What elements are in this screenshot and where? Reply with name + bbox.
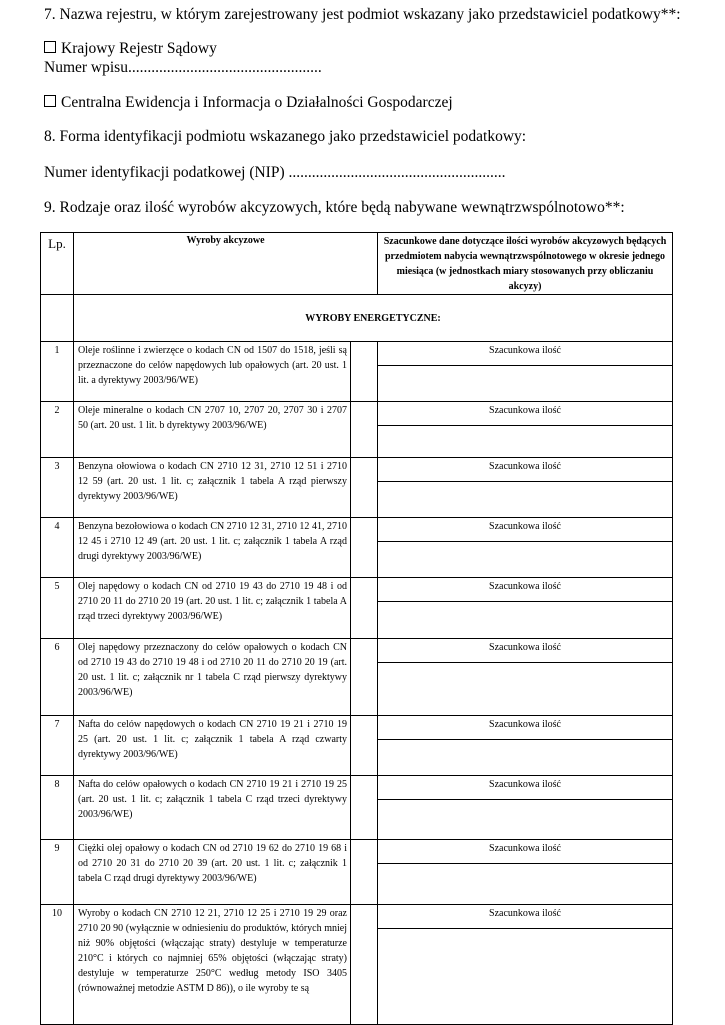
row-gap — [351, 518, 378, 578]
nip-dots: ........................................................ — [288, 164, 506, 181]
estimate-label: Szacunkowa ilość — [378, 776, 672, 800]
row-lp: 7 — [41, 716, 74, 776]
row-lp: 10 — [41, 905, 74, 1025]
table-row — [41, 342, 673, 402]
row-description: Wyroby o kodach CN 2710 12 21, 2710 12 25 i 2710 19 29 oraz 2710 20 90 (wyłącznie w odniesieniu do produktów, których mniej niż 90% objętości (włączając straty) destyluje w temperaturze 210°C i których co najmniej 65% objętości (włączając straty) destyluje w temperaturze 250°C według metody ISO 3405 (równoważnej metodzie ASTM D 86)), o ile wyroby te są — [74, 905, 351, 1025]
row-gap — [351, 840, 378, 905]
estimate-label: Szacunkowa ilość — [378, 518, 672, 542]
estimate-label: Szacunkowa ilość — [378, 402, 672, 426]
row-estimate[interactable] — [378, 905, 673, 1025]
row-lp: 8 — [41, 776, 74, 840]
section-lp-empty — [41, 295, 74, 342]
row-estimate[interactable] — [378, 840, 673, 905]
entry-number-field[interactable] — [44, 59, 322, 77]
table-row — [41, 905, 673, 1025]
col-lp-header: Lp. — [41, 233, 74, 295]
estimate-label: Szacunkowa ilość — [378, 342, 672, 366]
q8-heading: 8. Forma identyfikacji podmiotu wskazanego jako przedstawiciel podatkowy: — [44, 128, 527, 145]
entry-number-label: Numer wpisu — [44, 59, 128, 76]
col-products-header: Wyroby akcyzowe — [74, 233, 378, 295]
table-row — [41, 840, 673, 905]
row-estimate[interactable] — [378, 776, 673, 840]
row-lp: 3 — [41, 458, 74, 518]
row-gap — [351, 342, 378, 402]
table-row — [41, 518, 673, 578]
nip-label: Numer identyfikacji podatkowej (NIP) — [44, 164, 285, 181]
option-krs[interactable] — [44, 40, 217, 58]
checkbox-ceidg[interactable] — [44, 95, 56, 107]
row-description: Benzyna ołowiowa o kodach CN 2710 12 31, 2710 12 51 i 2710 12 59 (art. 20 ust. 1 lit. c; załącznik 1 tabela A rząd pierwszy dyrektywy 2003/96/WE) — [74, 458, 351, 518]
row-estimate[interactable] — [378, 578, 673, 639]
section-row — [41, 295, 673, 342]
option-ceidg[interactable] — [44, 94, 453, 112]
table-row — [41, 639, 673, 716]
row-description: Benzyna bezołowiowa o kodach CN 2710 12 31, 2710 12 41, 2710 12 45 i 2710 12 49 (art. 20 ust. 1 lit. c; załącznik 1 tabela A rząd drugi dyrektywy 2003/96/WE) — [74, 518, 351, 578]
row-gap — [351, 458, 378, 518]
table-row — [41, 578, 673, 639]
row-estimate[interactable] — [378, 716, 673, 776]
row-description: Ciężki olej opałowy o kodach CN od 2710 19 62 do 2710 19 68 i od 2710 20 31 do 2710 20 39 (art. 20 ust. 1 lit. c; załącznik 1 tabela C rząd drugi dyrektywy 2003/96/WE) — [74, 840, 351, 905]
table-row — [41, 458, 673, 518]
section-title: WYROBY ENERGETYCZNE: — [74, 295, 673, 342]
row-gap — [351, 905, 378, 1025]
estimate-label: Szacunkowa ilość — [378, 639, 672, 663]
row-lp: 1 — [41, 342, 74, 402]
row-lp: 6 — [41, 639, 74, 716]
entry-number-dots: .................................................. — [127, 59, 322, 76]
q9-heading: 9. Rodzaje oraz ilość wyrobów akcyzowych, które będą nabywane wewnątrzwspólnotowo**: — [44, 199, 625, 216]
row-gap — [351, 776, 378, 840]
row-description: Olej napędowy przeznaczony do celów opałowych o kodach CN od 2710 19 43 do 2710 19 48 i od 2710 20 11 do 2710 20 19 (art. 20 ust. 1 lit. c; załącznik nr 1 tabela C rząd pierwszy dyrektywy 2003/96/WE) — [74, 639, 351, 716]
row-gap — [351, 578, 378, 639]
nip-field[interactable] — [44, 164, 506, 182]
row-description: Olej napędowy o kodach CN od 2710 19 43 do 2710 19 48 i od 2710 20 11 do 2710 20 19 (art. 20 ust. 1 lit. c; załącznik 1 tabela A rząd trzeci dyrektywy 2003/96/WE) — [74, 578, 351, 639]
row-estimate[interactable] — [378, 639, 673, 716]
row-description: Oleje roślinne i zwierzęce o kodach CN od 1507 do 1518, jeśli są przeznaczone do celów napędowych lub opałowych (art. 20 ust. 1 lit. a dyrektywy 2003/96/WE) — [74, 342, 351, 402]
estimate-label: Szacunkowa ilość — [378, 905, 672, 929]
row-estimate[interactable] — [378, 342, 673, 402]
row-description: Nafta do celów opałowych o kodach CN 2710 19 21 i 2710 19 25 (art. 20 ust. 1 lit. c; załącznik 1 tabela C rząd trzeci dyrektywy 2003/96/WE) — [74, 776, 351, 840]
row-gap — [351, 716, 378, 776]
table-row — [41, 716, 673, 776]
estimate-label: Szacunkowa ilość — [378, 458, 672, 482]
q7-heading: 7. Nazwa rejestru, w którym zarejestrowany jest podmiot wskazany jako przedstawiciel podatkowy**: — [44, 6, 681, 23]
row-description: Oleje mineralne o kodach CN 2707 10, 2707 20, 2707 30 i 2707 50 (art. 20 ust. 1 lit. b dyrektywy 2003/96/WE) — [74, 402, 351, 458]
row-estimate[interactable] — [378, 458, 673, 518]
row-lp: 2 — [41, 402, 74, 458]
row-estimate[interactable] — [378, 402, 673, 458]
excise-products-table — [40, 232, 673, 1025]
estimate-label: Szacunkowa ilość — [378, 716, 672, 740]
row-lp: 9 — [41, 840, 74, 905]
row-gap — [351, 639, 378, 716]
estimate-label: Szacunkowa ilość — [378, 578, 672, 602]
option-krs-label: Krajowy Rejestr Sądowy — [61, 40, 217, 57]
row-lp: 5 — [41, 578, 74, 639]
estimate-label: Szacunkowa ilość — [378, 840, 672, 864]
row-estimate[interactable] — [378, 518, 673, 578]
table-row — [41, 402, 673, 458]
option-ceidg-label: Centralna Ewidencja i Informacja o Działalności Gospodarczej — [61, 94, 453, 111]
row-lp: 4 — [41, 518, 74, 578]
row-description: Nafta do celów napędowych o kodach CN 2710 19 21 i 2710 19 25 (art. 20 ust. 1 lit. c; załącznik 1 tabela A rząd czwarty dyrektywy 2003/96/WE) — [74, 716, 351, 776]
table-header-row — [41, 233, 673, 295]
table-row — [41, 776, 673, 840]
col-estimate-header: Szacunkowe dane dotyczące ilości wyrobów akcyzowych będących przedmiotem nabycia wewnątrzwspólnotowego w okresie jednego miesiąca (w jednostkach miary stosowanych przy obliczaniu akcyzy) — [378, 233, 673, 295]
checkbox-krs[interactable] — [44, 41, 56, 53]
row-gap — [351, 402, 378, 458]
